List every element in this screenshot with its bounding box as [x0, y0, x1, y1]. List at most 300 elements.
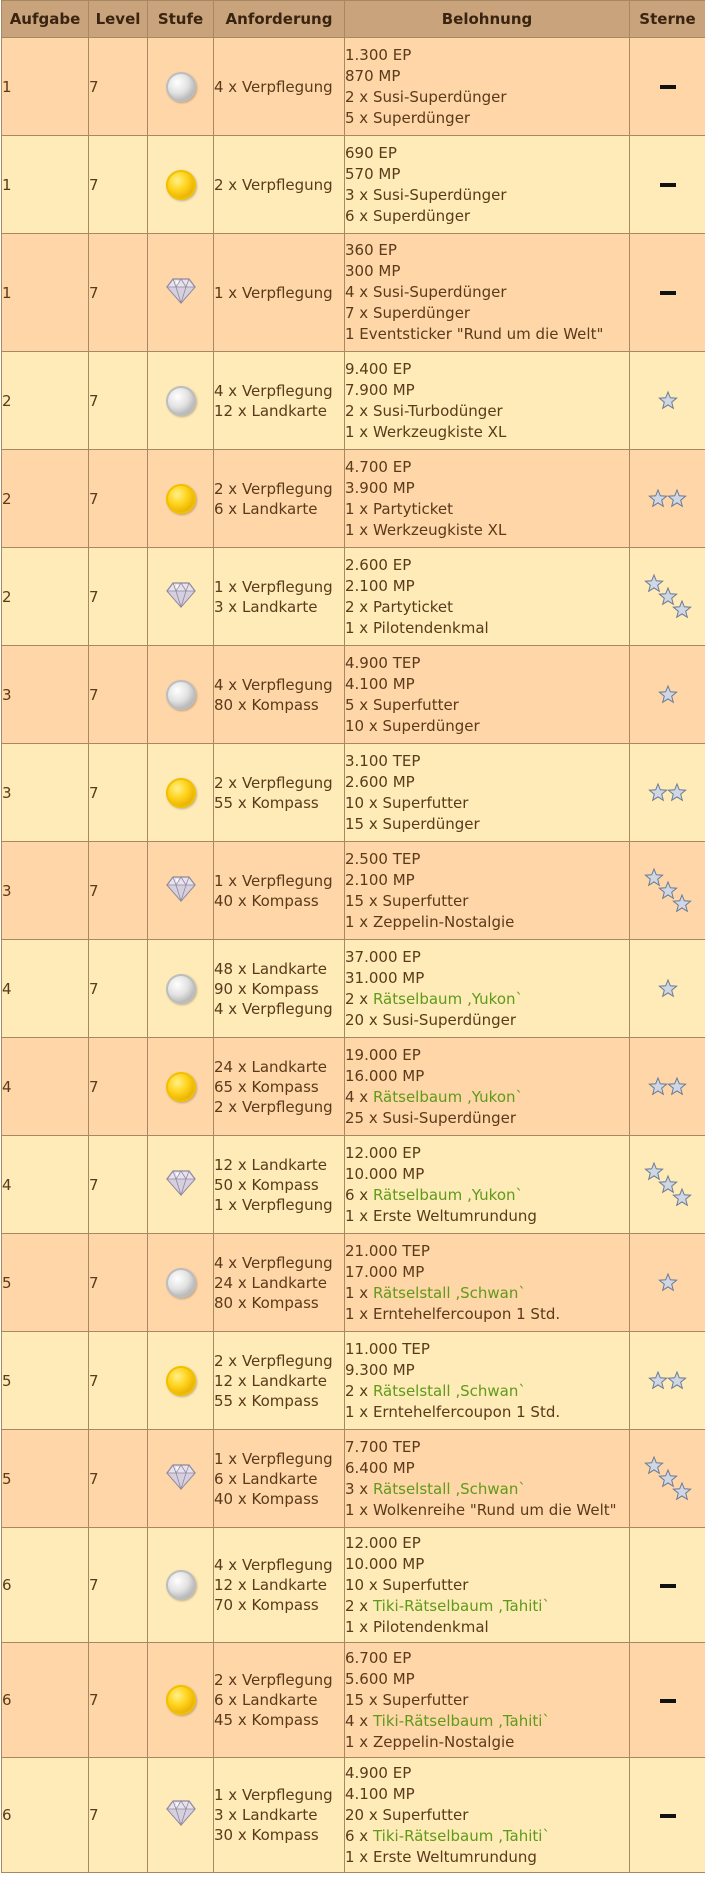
cell-sterne — [630, 1136, 705, 1234]
cell-aufgabe: 5 — [2, 1430, 89, 1528]
reward-line — [345, 45, 629, 66]
table-row — [2, 940, 705, 1038]
reward-text: 2 x Partyticket — [345, 597, 454, 616]
reward-text: 21.000 TEP — [345, 1241, 430, 1260]
reward-text: 2.600 EP — [345, 555, 412, 574]
cell-aufgabe: 5 — [2, 1234, 89, 1332]
reward-text: 4.100 MP — [345, 1784, 415, 1803]
reward-text: 11.000 TEP — [345, 1339, 430, 1358]
star-icon — [645, 1457, 662, 1473]
reward-text: 15 x Superfutter — [345, 1690, 469, 1709]
requirement-line: 40 x Kompass — [214, 891, 319, 910]
requirement-line: 90 x Kompass — [214, 979, 319, 998]
reward-line — [345, 1066, 629, 1087]
cell-level: 7 — [89, 646, 148, 744]
reward-line — [345, 849, 629, 870]
requirement-line: 1 x Verpflegung — [214, 1786, 333, 1804]
cell-sterne — [630, 1758, 705, 1873]
cell-level: 7 — [89, 1136, 148, 1234]
cell-anforderung — [214, 646, 345, 744]
cell-stufe — [148, 1528, 214, 1643]
reward-line — [345, 947, 629, 968]
cell-anforderung — [214, 136, 345, 234]
reward-line — [345, 1732, 629, 1753]
reward-text: 7.700 TEP — [345, 1437, 421, 1456]
cell-anforderung — [214, 842, 345, 940]
requirement-line: 4 x Verpflegung — [214, 999, 333, 1018]
reward-line — [345, 1805, 629, 1826]
reward-line — [345, 87, 629, 108]
cell-stufe — [148, 38, 214, 136]
requirement-line: 1 x Verpflegung — [214, 1449, 333, 1468]
reward-line — [345, 674, 629, 695]
reward-line — [345, 1010, 629, 1031]
reward-text: 1 x Erntehelfercoupon 1 Std. — [345, 1304, 561, 1323]
cell-aufgabe: 4 — [2, 940, 89, 1038]
cell-anforderung — [214, 1136, 345, 1234]
cell-level: 7 — [89, 1643, 148, 1758]
cell-sterne — [630, 234, 705, 352]
reward-text: 5 x Superdünger — [345, 108, 471, 127]
reward-text: 1 x Wolkenreihe "Rund um die Welt" — [345, 1500, 617, 1519]
table-row — [2, 1136, 705, 1234]
reward-text: 690 EP — [345, 143, 397, 162]
table-row — [2, 234, 705, 352]
reward-text: 4.100 MP — [345, 674, 415, 693]
reward-line — [345, 1108, 629, 1129]
cell-level: 7 — [89, 1758, 148, 1873]
reward-line — [345, 185, 629, 206]
reward-text: 1 x Pilotendenkmal — [345, 618, 489, 637]
reward-line — [345, 1669, 629, 1690]
table-row — [2, 1430, 705, 1528]
reward-text: 4 x — [345, 1087, 373, 1106]
cell-aufgabe: 3 — [2, 744, 89, 842]
reward-text: 6.400 MP — [345, 1458, 415, 1477]
reward-text: 6 x — [345, 1826, 373, 1845]
cell-level: 7 — [89, 1038, 148, 1136]
reward-text: 37.000 EP — [345, 947, 421, 966]
gold-medal-icon — [166, 484, 196, 514]
requirement-line: 4 x Verpflegung — [214, 381, 333, 400]
cell-stufe — [148, 1758, 214, 1873]
stars-display — [630, 1455, 705, 1503]
star-icon — [673, 601, 690, 617]
cell-aufgabe: 3 — [2, 842, 89, 940]
reward-text: 4.700 EP — [345, 457, 412, 476]
cell-belohnung — [345, 136, 630, 234]
silver-medal-icon — [166, 974, 196, 1004]
header-aufgabe: Aufgabe — [2, 1, 89, 38]
requirement-line: 80 x Kompass — [214, 1293, 319, 1312]
table-row — [2, 744, 705, 842]
reward-line — [345, 1500, 629, 1521]
cell-stufe — [148, 1038, 214, 1136]
stars-display — [630, 978, 705, 1000]
requirement-line: 3 x Landkarte — [214, 597, 318, 616]
cell-belohnung — [345, 744, 630, 842]
cell-aufgabe: 6 — [2, 1643, 89, 1758]
reward-text: 2.100 MP — [345, 870, 415, 889]
cell-belohnung — [345, 548, 630, 646]
stars-display — [630, 1272, 705, 1294]
reward-text: 1 x Erntehelfercoupon 1 Std. — [345, 1402, 561, 1421]
table-row — [2, 450, 705, 548]
reward-text: 1.300 EP — [345, 45, 412, 64]
reward-line — [345, 1533, 629, 1554]
requirement-line: 30 x Kompass — [214, 1826, 319, 1844]
reward-line — [345, 1711, 629, 1732]
reward-line — [345, 870, 629, 891]
reward-text: 6 x Superdünger — [345, 206, 471, 225]
cell-sterne — [630, 352, 705, 450]
reward-text: 1 x — [345, 1283, 373, 1302]
cell-stufe — [148, 548, 214, 646]
reward-text: 570 MP — [345, 164, 401, 183]
requirement-line: 2 x Verpflegung — [214, 773, 333, 792]
requirement-line: 70 x Kompass — [214, 1596, 319, 1614]
star-icon — [659, 1274, 676, 1290]
cell-aufgabe: 3 — [2, 646, 89, 744]
reward-text: 2 x Susi-Turbodünger — [345, 401, 503, 420]
star-icon — [645, 575, 662, 591]
table-row — [2, 136, 705, 234]
reward-item-link: Rätselbaum ‚Yukon` — [372, 989, 523, 1008]
diamond-icon — [165, 874, 197, 904]
cell-stufe — [148, 1234, 214, 1332]
header-sterne: Sterne — [630, 1, 705, 38]
no-stars-dash-icon — [660, 1699, 676, 1703]
cell-belohnung — [345, 1234, 630, 1332]
reward-line — [345, 164, 629, 185]
star-icon — [659, 1176, 676, 1192]
reward-text: 4.900 TEP — [345, 653, 421, 672]
reward-line — [345, 303, 629, 324]
reward-text: 1 x Werkzeugkiste XL — [345, 422, 507, 441]
cell-belohnung — [345, 940, 630, 1038]
reward-text: 1 x Partyticket — [345, 499, 454, 518]
reward-line — [345, 422, 629, 443]
reward-text: 300 MP — [345, 262, 401, 280]
reward-line — [345, 1283, 629, 1304]
reward-item-link: Rätselstall ‚Schwan` — [372, 1479, 526, 1498]
cell-sterne — [630, 1038, 705, 1136]
reward-text: 2 x Susi-Superdünger — [345, 87, 507, 106]
stars-display — [630, 488, 705, 510]
reward-line — [345, 143, 629, 164]
cell-belohnung — [345, 234, 630, 352]
reward-text: 2.500 TEP — [345, 849, 421, 868]
reward-line — [345, 1617, 629, 1638]
star-icon — [659, 882, 676, 898]
requirement-line: 24 x Landkarte — [214, 1273, 327, 1292]
reward-line — [345, 1339, 629, 1360]
silver-medal-icon — [166, 72, 196, 102]
reward-line — [345, 751, 629, 772]
reward-line — [345, 1360, 629, 1381]
cell-anforderung — [214, 352, 345, 450]
reward-line — [345, 653, 629, 674]
cell-sterne — [630, 1643, 705, 1758]
reward-item-link: Rätselstall ‚Schwan` — [372, 1381, 526, 1400]
cell-sterne — [630, 1234, 705, 1332]
cell-stufe — [148, 1643, 214, 1758]
star-icon — [668, 490, 685, 506]
reward-line — [345, 891, 629, 912]
cell-level: 7 — [89, 450, 148, 548]
silver-medal-icon — [166, 386, 196, 416]
requirement-line: 2 x Verpflegung — [214, 1671, 333, 1689]
reward-text: 5 x Superfutter — [345, 695, 459, 714]
star-icon — [659, 980, 676, 996]
cell-belohnung — [345, 1332, 630, 1430]
cell-aufgabe: 2 — [2, 450, 89, 548]
star-icon — [649, 490, 666, 506]
stars-display — [630, 867, 705, 915]
no-stars-dash-icon — [660, 85, 676, 89]
reward-line — [345, 1690, 629, 1711]
cell-sterne — [630, 646, 705, 744]
header-level: Level — [89, 1, 148, 38]
cell-level: 7 — [89, 744, 148, 842]
requirement-line: 6 x Landkarte — [214, 499, 318, 518]
table-body — [2, 38, 705, 1873]
requirement-line: 12 x Landkarte — [214, 401, 327, 420]
no-stars-dash-icon — [660, 1584, 676, 1588]
reward-line — [345, 1826, 629, 1847]
cell-aufgabe: 6 — [2, 1528, 89, 1643]
reward-line — [345, 206, 629, 227]
reward-line — [345, 1262, 629, 1283]
requirement-line: 48 x Landkarte — [214, 959, 327, 978]
reward-line — [345, 478, 629, 499]
reward-line — [345, 1437, 629, 1458]
reward-text: 4.900 EP — [345, 1763, 412, 1782]
reward-text: 1 x Zeppelin-Nostalgie — [345, 912, 515, 931]
reward-item-link: Tiki-Rätselbaum ‚Tahiti` — [372, 1826, 550, 1845]
cell-sterne — [630, 1528, 705, 1643]
cell-level: 7 — [89, 1528, 148, 1643]
cell-anforderung — [214, 450, 345, 548]
reward-line — [345, 1206, 629, 1227]
table-row — [2, 38, 705, 136]
diamond-icon — [165, 1168, 197, 1198]
reward-text: 9.400 EP — [345, 359, 412, 378]
star-icon — [659, 588, 676, 604]
cell-sterne — [630, 940, 705, 1038]
table-row — [2, 842, 705, 940]
cell-stufe — [148, 646, 214, 744]
table-row — [2, 352, 705, 450]
cell-belohnung — [345, 1136, 630, 1234]
requirement-line: 80 x Kompass — [214, 695, 319, 714]
cell-sterne — [630, 842, 705, 940]
star-icon — [649, 784, 666, 800]
reward-line — [345, 1402, 629, 1423]
cell-aufgabe: 6 — [2, 1758, 89, 1873]
cell-sterne — [630, 1332, 705, 1430]
diamond-icon — [165, 1462, 197, 1492]
cell-anforderung — [214, 1332, 345, 1430]
reward-line — [345, 380, 629, 401]
reward-line — [345, 1596, 629, 1617]
cell-sterne — [630, 450, 705, 548]
star-icon — [673, 1483, 690, 1499]
table-row — [2, 548, 705, 646]
reward-line — [345, 989, 629, 1010]
table-header-row — [2, 1, 705, 38]
reward-text: 3.900 MP — [345, 478, 415, 497]
reward-line — [345, 1575, 629, 1596]
requirement-line: 12 x Landkarte — [214, 1371, 327, 1390]
header-belohnung: Belohnung — [345, 1, 630, 38]
reward-text: 20 x Superfutter — [345, 1805, 469, 1824]
reward-line — [345, 499, 629, 520]
reward-text: 4 x — [345, 1711, 373, 1730]
star-icon — [659, 1470, 676, 1486]
stars-display — [630, 782, 705, 804]
gold-medal-icon — [166, 1366, 196, 1396]
silver-medal-icon — [166, 680, 196, 710]
reward-line — [345, 912, 629, 933]
reward-line — [345, 1847, 629, 1868]
cell-aufgabe: 5 — [2, 1332, 89, 1430]
cell-anforderung — [214, 234, 345, 352]
requirement-line: 1 x Verpflegung — [214, 871, 333, 890]
reward-line — [345, 1381, 629, 1402]
requirement-line: 2 x Verpflegung — [214, 1351, 333, 1370]
reward-text: 10.000 MP — [345, 1164, 425, 1183]
reward-text: 5.600 MP — [345, 1669, 415, 1688]
reward-line — [345, 1241, 629, 1262]
cell-belohnung — [345, 1038, 630, 1136]
reward-text: 1 x Pilotendenkmal — [345, 1617, 489, 1636]
reward-line — [345, 108, 629, 129]
star-icon — [668, 784, 685, 800]
cell-belohnung — [345, 1430, 630, 1528]
reward-line — [345, 282, 629, 303]
cell-belohnung — [345, 450, 630, 548]
requirement-line: 2 x Verpflegung — [214, 175, 333, 194]
cell-level: 7 — [89, 38, 148, 136]
reward-text: 4 x Susi-Superdünger — [345, 283, 507, 301]
table-row — [2, 1528, 705, 1643]
table-row — [2, 1332, 705, 1430]
cell-belohnung — [345, 38, 630, 136]
cell-level: 7 — [89, 842, 148, 940]
cell-level: 7 — [89, 1332, 148, 1430]
cell-aufgabe: 1 — [2, 38, 89, 136]
cell-aufgabe: 2 — [2, 548, 89, 646]
reward-line — [345, 1554, 629, 1575]
reward-text: 7.900 MP — [345, 380, 415, 399]
requirement-line: 24 x Landkarte — [214, 1057, 327, 1076]
reward-line — [345, 555, 629, 576]
cell-aufgabe: 1 — [2, 234, 89, 352]
table-row — [2, 1234, 705, 1332]
reward-item-link: Rätselstall ‚Schwan` — [372, 1283, 526, 1302]
cell-stufe — [148, 136, 214, 234]
cell-level: 7 — [89, 234, 148, 352]
header-stufe: Stufe — [148, 1, 214, 38]
cell-aufgabe: 2 — [2, 352, 89, 450]
reward-text: 31.000 MP — [345, 968, 425, 987]
gold-medal-icon — [166, 778, 196, 808]
requirement-line: 55 x Kompass — [214, 793, 319, 812]
reward-text: 2.100 MP — [345, 576, 415, 595]
reward-line — [345, 520, 629, 541]
reward-line — [345, 1648, 629, 1669]
star-icon — [645, 1163, 662, 1179]
reward-text: 3.100 TEP — [345, 751, 421, 770]
cell-stufe — [148, 940, 214, 1038]
reward-text: 15 x Superdünger — [345, 814, 480, 833]
gold-medal-icon — [166, 1072, 196, 1102]
cell-sterne — [630, 38, 705, 136]
requirement-line: 4 x Verpflegung — [214, 1253, 333, 1272]
reward-line — [345, 457, 629, 478]
reward-line — [345, 240, 629, 261]
header-anforderung: Anforderung — [214, 1, 345, 38]
reward-line — [345, 1458, 629, 1479]
stars-display — [630, 1370, 705, 1392]
star-icon — [673, 1189, 690, 1205]
reward-line — [345, 261, 629, 282]
reward-text: 12.000 EP — [345, 1533, 421, 1552]
diamond-icon — [165, 1798, 197, 1828]
cell-stufe — [148, 234, 214, 352]
cell-anforderung — [214, 38, 345, 136]
reward-line — [345, 401, 629, 422]
requirement-line: 1 x Verpflegung — [214, 1195, 333, 1214]
reward-line — [345, 324, 629, 345]
requirement-line: 50 x Kompass — [214, 1175, 319, 1194]
cell-aufgabe: 4 — [2, 1136, 89, 1234]
reward-line — [345, 814, 629, 835]
star-icon — [659, 392, 676, 408]
reward-line — [345, 1143, 629, 1164]
reward-text: 1 x Werkzeugkiste XL — [345, 520, 507, 539]
requirement-line: 2 x Verpflegung — [214, 479, 333, 498]
reward-line — [345, 1784, 629, 1805]
cell-sterne — [630, 548, 705, 646]
requirement-line: 4 x Verpflegung — [214, 1556, 333, 1574]
reward-line — [345, 576, 629, 597]
requirement-line: 6 x Landkarte — [214, 1691, 318, 1709]
reward-text: 2 x — [345, 989, 373, 1008]
star-icon — [659, 686, 676, 702]
silver-medal-icon — [166, 1570, 196, 1600]
reward-text: 3 x — [345, 1479, 373, 1498]
reward-line — [345, 1763, 629, 1784]
cell-belohnung — [345, 1528, 630, 1643]
requirement-line: 65 x Kompass — [214, 1077, 319, 1096]
cell-anforderung — [214, 1234, 345, 1332]
table-row — [2, 1038, 705, 1136]
reward-text: 2.600 MP — [345, 772, 415, 791]
reward-text: 6.700 EP — [345, 1648, 412, 1667]
reward-line — [345, 618, 629, 639]
table-row — [2, 1758, 705, 1873]
reward-text: 2 x — [345, 1381, 373, 1400]
no-stars-dash-icon — [660, 1814, 676, 1818]
quest-table — [1, 0, 705, 1873]
reward-text: 1 Eventsticker "Rund um die Welt" — [345, 325, 604, 343]
star-icon — [668, 1372, 685, 1388]
reward-text: 1 x Erste Weltumrundung — [345, 1847, 537, 1866]
reward-text: 870 MP — [345, 66, 401, 85]
reward-line — [345, 793, 629, 814]
